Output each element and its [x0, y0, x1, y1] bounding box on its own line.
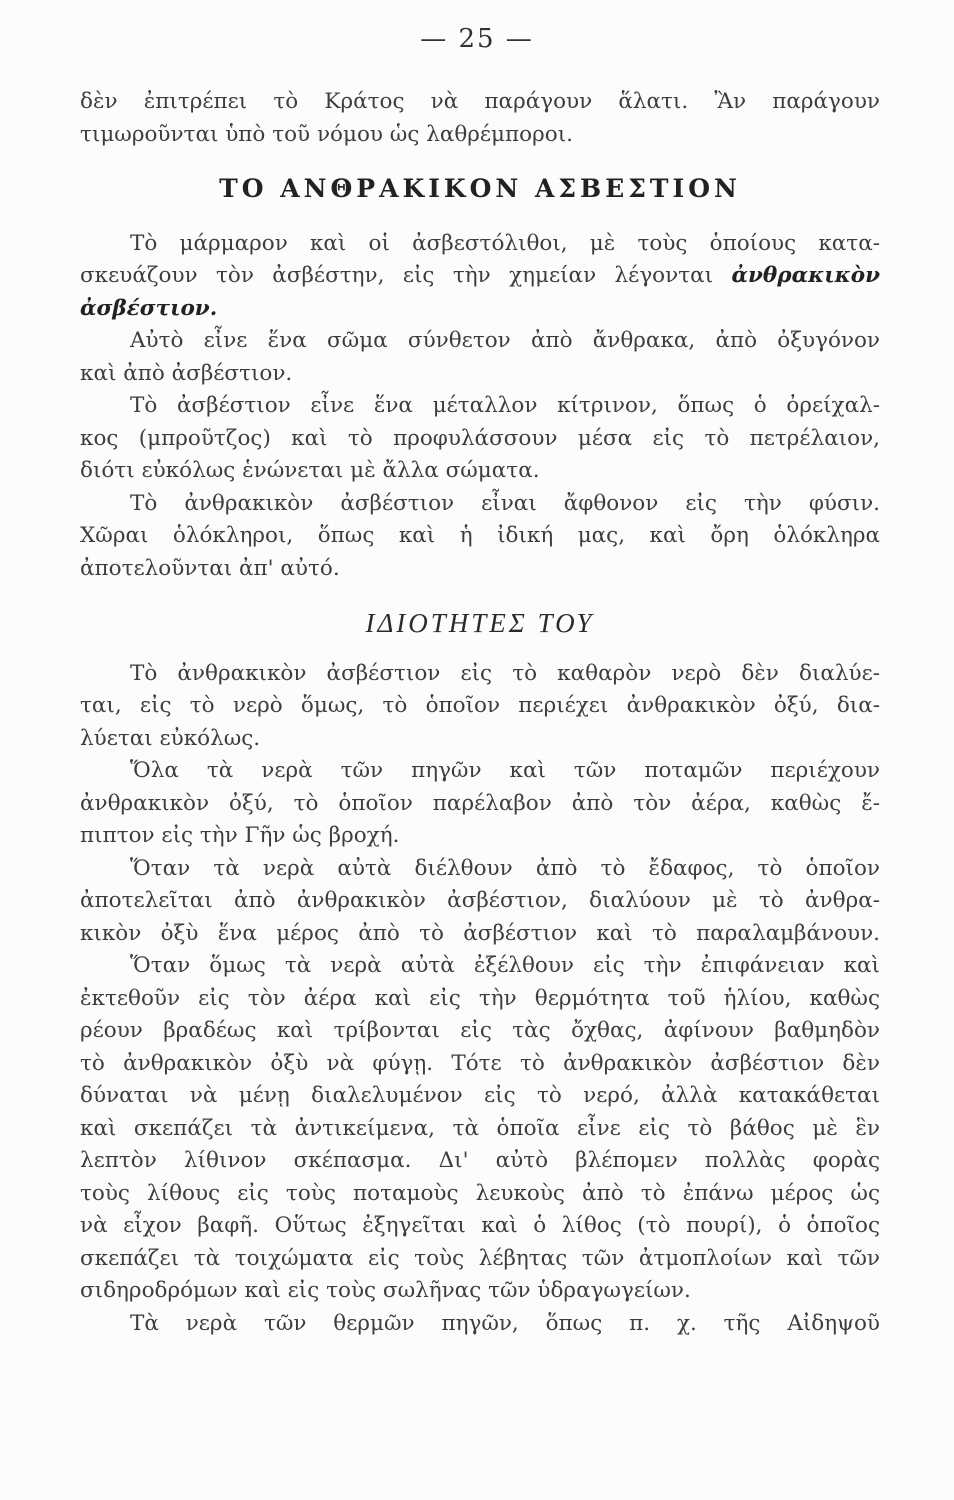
text-line: Χῶραι ὁλόκληροι, ὅπως καὶ ἡ ἰδική μας, καὶ ὄρη ὁλόκληρα: [80, 523, 880, 548]
text-line: κος (μπροῦτζος) καὶ τὸ προφυλάσσουν μέσα εἰς τὸ πετρέλαιον,: [80, 425, 880, 451]
text-line: ται, εἰς τὸ νερὸ ὅμως, τὸ ὁποῖον περιέχει ἀνθρακικὸν ὀξύ, δια-: [80, 693, 880, 718]
text-line: ἐκτεθοῦν εἰς τὸν ἀέρα καὶ εἰς τὴν θερμότητα τοῦ ἡλίου, καθὼς: [80, 985, 880, 1011]
text-line: σκεπάζει τὰ τοιχώματα εἰς τοὺς λέβητας τῶν ἀτμοπλοίων καὶ τῶν: [80, 1245, 880, 1271]
text-line: ρέουν βραδέως καὶ τρίβονται εἰς τὰς ὄχθας, ἀφίνουν βαθμηδὸν: [80, 1018, 880, 1043]
text-line: τιμωροῦνται ὑπὸ τοῦ νόμου ὡς λαθρέμποροι.: [80, 121, 573, 147]
text-line: ἀνθρακικὸν ὀξύ, τὸ ὁποῖον παρέλαβον ἀπὸ τὸν ἀέρα, καθὼς ἔ-: [80, 790, 880, 816]
text-line: Τὸ ἀνθρακικὸν ἀσβέστιον εἰς τὸ καθαρὸν νερὸ δὲν διαλύε-: [130, 660, 880, 686]
page-number: — 25 —: [420, 24, 534, 54]
text-line: σιδηροδρόμων καὶ εἰς τοὺς σωλῆνας τῶν ὑδραγωγείων.: [80, 1278, 691, 1303]
text-line: ἀποτελεῖται ἀπὸ ἀνθρακικὸν ἀσβέστιον, διαλύουν μὲ τὸ ἀνθρα-: [80, 888, 880, 913]
emphasized-term: ἀνθρακικὸν: [731, 263, 881, 288]
text-line: Ὅλα τὰ νερὰ τῶν πηγῶν καὶ τῶν ποταμῶν περιέχουν: [130, 758, 880, 783]
text-line: Τὰ νερὰ τῶν θερμῶν πηγῶν, ὅπως π. χ. τῆς Αἰδηψοῦ: [130, 1310, 880, 1336]
emphasized-term: ἀσβέστιον.: [80, 295, 218, 321]
text-line: δύναται νὰ μένῃ διαλελυμένον εἰς τὸ νερό, ἀλλὰ κατακάθεται: [80, 1083, 880, 1108]
text-line: Τὸ μάρμαρον καὶ οἱ ἀσβεστόλιθοι, μὲ τοὺς ὁποίους κατα-: [130, 230, 880, 256]
text-line: Τὸ ἀνθρακικὸν ἀσβέστιον εἶναι ἄφθονον εἰς τὴν φύσιν.: [130, 490, 880, 516]
text-fragment: σκευάζουν τὸν ἀσβέστην, εἰς τὴν χημείαν λέγονται: [80, 263, 714, 288]
text-line: καὶ σκεπάζει τὰ ἀντικείμενα, τὰ ὁποῖα εἶνε εἰς τὸ βάθος μὲ ἓν: [80, 1115, 880, 1141]
text-line: τὸ ἀνθρακικὸν ὀξὺ νὰ φύγῃ. Τότε τὸ ἀνθρακικὸν ἀσβέστιον δὲν: [80, 1050, 880, 1076]
text-line: [80, 260, 880, 293]
text-line: καὶ ἀπὸ ἀσβέστιον.: [80, 360, 293, 386]
text-line: Τὸ ἀσβέστιον εἶνε ἕνα μέταλλον κίτρινον, ὅπως ὁ ὀρείχαλ-: [130, 393, 880, 418]
text-line: τοὺς λίθους εἰς τοὺς ποταμοὺς λευκοὺς ἀπὸ τὸ ἐπάνω μέρος ὡς: [80, 1180, 880, 1206]
text-line: Αὐτὸ εἶνε ἕνα σῶμα σύνθετον ἀπὸ ἄνθρακα, ἀπὸ ὀξυγόνον: [130, 328, 880, 353]
text-line: πιπτον εἰς τὴν Γῆν ὡς βροχή.: [80, 823, 400, 848]
section-heading: ΙΔΙΟΤΗΤΕΣ ΤΟΥ: [365, 608, 595, 638]
section-heading: ΤΟ ΑΝΘΡΑΚΙΚΟΝ ΑΣΒΕΣΤΙΟΝ: [219, 174, 741, 203]
text-line: κικὸν ὀξὺ ἕνα μέρος ἀπὸ τὸ ἀσβέστιον καὶ τὸ παραλαμβάνουν.: [80, 920, 880, 946]
text-line: λεπτὸν λίθινον σκέπασμα. Δι' αὐτὸ βλέπομεν πολλὰς φορὰς: [80, 1148, 880, 1173]
text-line: Ὅταν ὅμως τὰ νερὰ αὐτὰ ἐξέλθουν εἰς τὴν ἐπιφάνειαν καὶ: [130, 953, 880, 978]
text-line: νὰ εἶχον βαφῆ. Οὕτως ἐξηγεῖται καὶ ὁ λίθος (τὸ πουρί), ὁ ὁποῖος: [80, 1213, 880, 1238]
text-line: δὲν ἐπιτρέπει τὸ Κράτος νὰ παράγουν ἅλατι. Ἂν παράγουν: [80, 89, 880, 114]
text-line: Ὅταν τὰ νερὰ αὐτὰ διέλθουν ἀπὸ τὸ ἔδαφος, τὸ ὁποῖον: [130, 855, 880, 881]
text-line: διότι εὐκόλως ἑνώνεται μὲ ἄλλα σώματα.: [80, 458, 540, 483]
text-line: λύεται εὐκόλως.: [80, 725, 261, 751]
page-body: [80, 86, 880, 1340]
text-line: ἀποτελοῦνται ἀπ' αὐτό.: [80, 555, 340, 581]
